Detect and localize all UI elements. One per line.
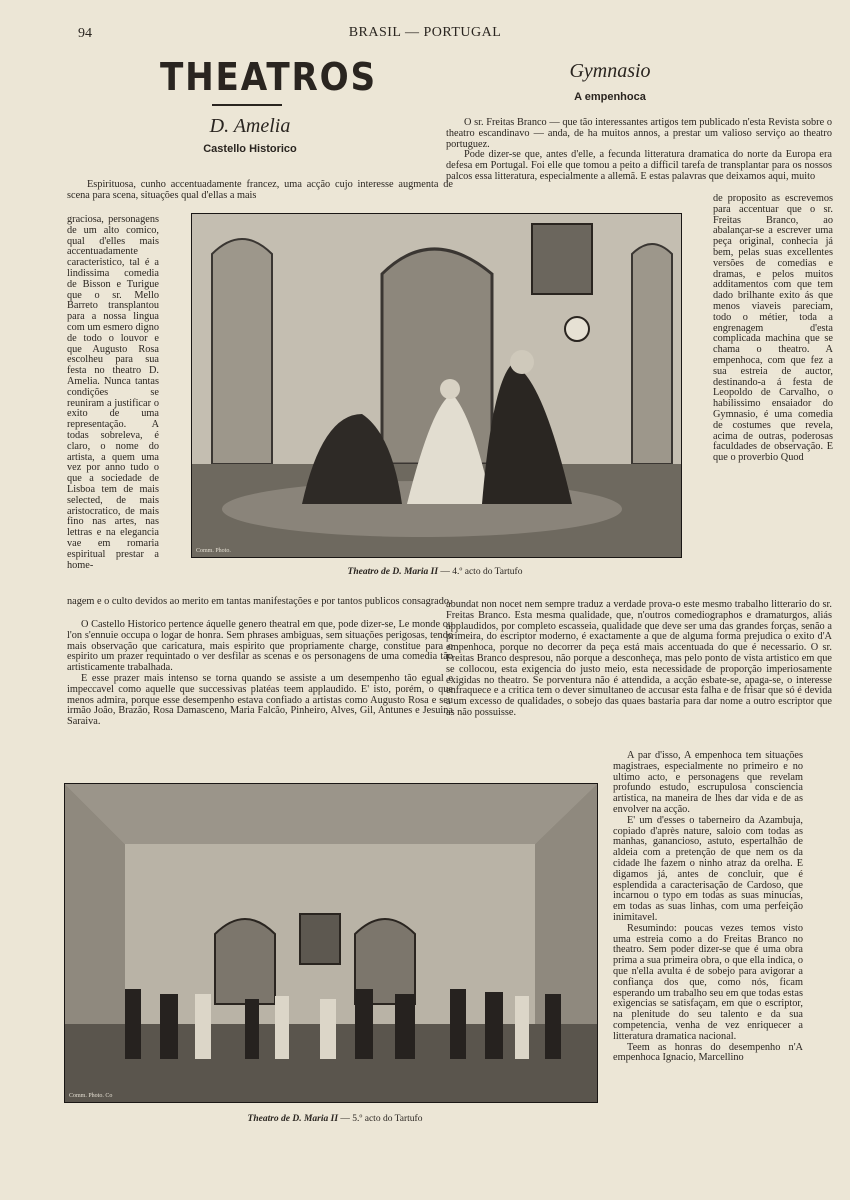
left-theatre-heading: D. Amelia (209, 115, 291, 137)
stage-photo-act-5 (64, 783, 598, 1103)
left-intro-paragraph: Espirituosa, cunho accentuadamente francez, uma acção cujo interesse augmenta de scena para scena, situações qual d'ellas a mais (67, 179, 453, 201)
right-narrow-column: de proposito as escrevemos para accentuar que o sr. Freitas Branco, ao abalançar-se a escrever uma peça original, conhecia já bem, pelas suas excellentes versões de comedias e dramas, e pelos muitos additamentos com que tem dado brilhante exito ás que menos viaveis pareciam, todo o métier, toda a engrenagem d'esta complicada machina que se chama o theatro. A empenhoca, com que fez a sua estreia de auctor, destinando-a á festa de Leopoldo de Carvalho, o habilissimo ensaiador do Gymnasio, é uma comedia de costumes que revela, acima de outras, poderosas faculdades de observação. E que o proverbio Quod (713, 193, 833, 464)
right-paragraph: A par d'isso, A empenhoca tem situações magistraes, especialmente no primeiro e no ultimo acto, e personagens que revelam profundo estudo, escrupulosa consciencia artistica, na maneira de lhes dar vida e de as envolver na acção. (613, 750, 803, 815)
right-bottom-text (613, 751, 803, 1064)
right-theatre-heading: Gymnasio (569, 60, 651, 82)
figure-caption (210, 1114, 460, 1124)
right-paragraph: Resumindo: poucas vezes temos visto uma estreia como a do Freitas Branco no theatro. Sem poder dizer-se que é uma obra prima a sua primeira obra, o que ella indica, o que n'ella avulta é de sobejo para avigorar a confiança dos que, como nós, ficam esperando um trabalho seu em que todas estas exigencias se satisfaçam, em que o escriptor, na plenitude do seu talento e da sua competencia, venha de vez enriquecer a litteratura dramatica nacional. (613, 922, 803, 1042)
left-paragraph: E esse prazer mais intenso se torna quando se assiste a um desempenho tão egual e impeccavel como aquelle que successivas platéas teem applaudido. E' isto, porém, o que menos admira, porque esse desempenho estava confiado a artistas como Augusto Rosa e seu irmão João, Brazão, Rosa Damasceno, Maria Falcão, Pinheiro, Alves, Gil, Antunes e Jesuina Saraiva. (67, 672, 453, 728)
title-divider (212, 104, 282, 106)
right-paragraph: O sr. Freitas Branco — que tão interessantes artigos tem publicado n'esta Revista sobre o theatro escandinavo — anda, de ha muitos annos, a prestar um valioso serviço ao theatro portuguez. (446, 117, 832, 150)
running-head: BRASIL — PORTUGAL (348, 25, 502, 40)
right-paragraph: Teem as honras do desempenho n'A empenhoca Ignacio, Marcellino (613, 1041, 803, 1064)
left-narrow-column: graciosa, personagens de um alto comico, qual d'elles mais accentuadamente caracteristico, tal é a lindissima comedia de Bisson e Turigue que o sr. Mello Barreto transplantou para a nossa lingua com um esmero digno de todo o louvor e que Augusto Rosa escolheu para sua festa no theatro D. Amelia. Nunca tantas condições se reuniram a justificar o exito de uma representação. A todas sobreleva, é claro, o nome do artista, a quem uma vez por anno tudo o que a sociedade de Lisboa tem de mais selected, de mais aristocratico, de mais fino nas artes, nas lettras e na elegancia vae em romaria espiritual prestar a home- (67, 214, 159, 571)
section-title: THEATROS (160, 55, 377, 99)
photo-credit: Comm. Photo. (196, 548, 231, 554)
caption-detail: — 5.º acto do Tartufo (338, 1114, 423, 1124)
left-lower-text (67, 620, 453, 728)
right-play-title: A empenhoca (574, 91, 646, 103)
caption-theatre: Theatro de D. Maria II (247, 1114, 339, 1124)
left-paragraph: O Castello Historico pertence áquelle genero theatral em que, pode dizer-se, Le monde ou l'on s'ennuie occupa o logar de honra. Sem phrases ambiguas, sem situações perigosas, tendo mais observação que caricatura, mais espirito que propriamente charge, constitue para o espirito um prazer requintado o ver desfilar as scenas e os personagens de uma comedia tão artisticamente trabalhada. (67, 619, 453, 674)
right-paragraph: Pode dizer-se que, antes d'elle, a fecunda litteratura dramatica do norte da Europa era defesa em Portugal. Foi elle que tomou a peito a difficil tarefa de transplantar para os nossos palcos essa litteratura, especialmente a allemã. E estas palavras que deixamos aqui, muito (446, 149, 832, 182)
stage-photo-act-4 (191, 213, 682, 558)
right-top-text (446, 118, 832, 183)
left-play-title: Castello Historico (203, 143, 297, 155)
page-number: 94 (78, 26, 92, 41)
right-mid-paragraph: abundat non nocet nem sempre traduz a verdade prova-o este mesmo trabalho litterario do sr. Freitas Branco. Esta mesma qualidade, que, n'outros comediographos e dramaturgos, aliás applaudidos, por completo escasseia, qualidade que deve ser uma das grandes forças, senão a primeira, do escriptor moderno, é exactamente a que de alguma forma prejudica o exito d'A empenhoca, porque no decorrer da peça está mais accentuada do que é necessario. O sr. Freitas Branco despresou, não porque a desconheça, mas pelo ponto de vista artistico em que se collocou, esta exigencia do justo meio, esta necessidade de proporção imperiosamente exigidas no theatro. Se porventura não é attendida, a acção esbate-se, apaga-se, o interesse enfraquece e a critica tem o dever simultaneo de accusar esta falha e de frisar que só é devida a um excesso de qualidades, o sobejo das quaes bastaria para dar nome a outro escriptor que as não possuisse. (446, 599, 832, 718)
stage-scene-illustration (192, 214, 681, 557)
left-continuation: nagem e o culto devidos ao merito em tantas manifestações e por tantos publicos consagrado. (67, 596, 452, 607)
right-paragraph: E' um d'esses o taberneiro da Azambuja, copiado d'après nature, saloio com todas as manhas, ganancioso, astuto, espertalhão de aldeia com a pretenção de que nem os da cidade lhe fazem o ninho atraz da orelha. E digamos já, antes de concluir, que é esplendida a caracterisação de Cardoso, que incarnou o typo em todas as suas minucias, em todas as suas linhas, com uma perfeição inimitavel. (613, 814, 803, 923)
photo-credit: Comm. Photo. Co (69, 1093, 113, 1099)
figure-caption (320, 567, 550, 577)
caption-theatre: Theatro de D. Maria II (347, 567, 439, 577)
stage-scene-illustration (65, 784, 597, 1102)
caption-detail: — 4.º acto do Tartufo (438, 567, 523, 577)
